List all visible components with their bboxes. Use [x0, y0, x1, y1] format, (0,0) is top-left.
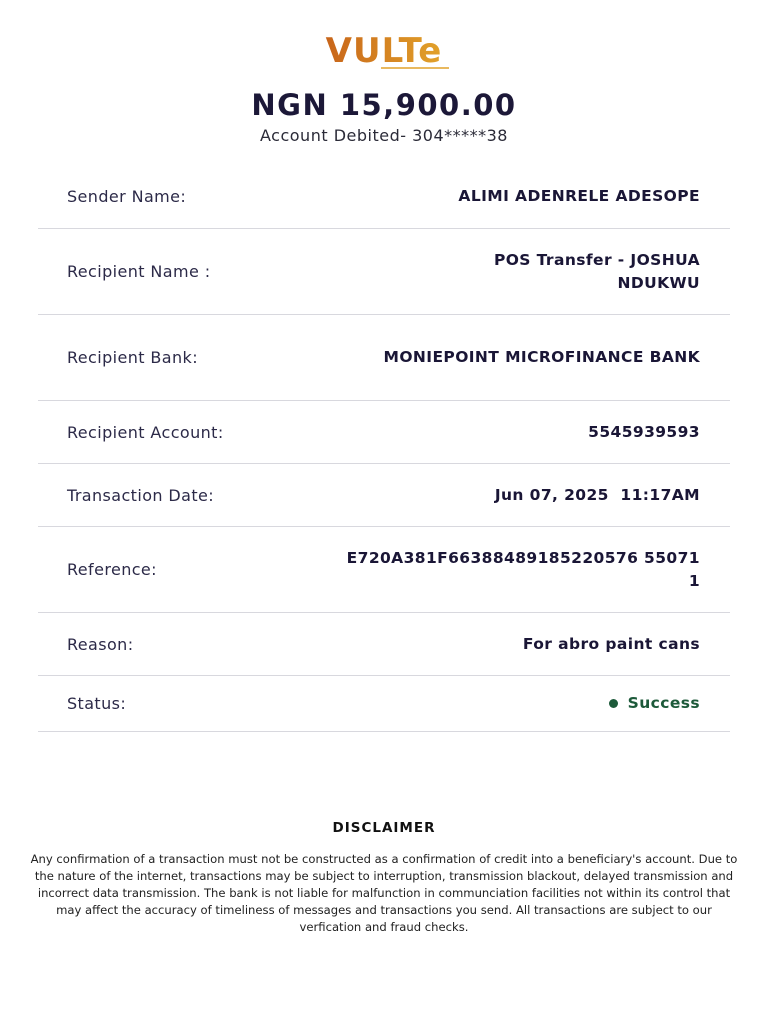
vulte-logo-mark: [289, 30, 479, 74]
detail-value: MONIEPOINT MICROFINANCE BANK: [383, 348, 700, 366]
transaction-details: [38, 164, 730, 732]
detail-row-reason: [38, 613, 730, 676]
logo-text: VULTe: [325, 31, 443, 71]
account-debited: Account Debited- 304*****38: [260, 126, 508, 145]
detail-label: Reason:: [67, 634, 134, 654]
detail-row-transaction-date: [38, 464, 730, 527]
detail-label: Recipient Account:: [67, 422, 224, 442]
detail-value: POS Transfer - JOSHUA NDUKWU: [493, 250, 700, 292]
detail-row-reference: [38, 527, 730, 613]
disclaimer-text: Any confirmation of a transaction must not be constructed as a confirmation of credit into a beneficiary's account. Due to the nature of the internet, transactions may be subject to interruption, transmission blackout, delayed transmission and incorrect data transmission. The bank is not liable for malfunction in communciation facilities not within its control that may affect the accuracy of timeliness of messages and transactions you send. All transactions are subject to our verfication and fraud checks.: [30, 852, 738, 934]
detail-value: E720A381F66388489185220576 550711: [346, 548, 700, 590]
detail-label: Status:: [67, 694, 127, 713]
detail-value: 5545939593: [588, 422, 700, 441]
detail-label: Transaction Date:: [67, 485, 215, 505]
detail-row-recipient-name: [38, 229, 730, 315]
status-badge: [609, 692, 700, 715]
detail-row-recipient-account: [38, 401, 730, 464]
detail-value: ALIMI ADENRELE ADESOPE: [458, 186, 700, 205]
detail-label: Recipient Bank:: [67, 348, 199, 367]
disclaimer-title: DISCLAIMER: [332, 820, 436, 836]
detail-label: Sender Name:: [67, 186, 187, 206]
detail-row-status: [38, 676, 730, 732]
detail-label: Recipient Name :: [67, 262, 211, 281]
status-dot-icon: [609, 699, 618, 708]
detail-row-sender-name: [38, 164, 730, 229]
detail-row-recipient-bank: [38, 315, 730, 401]
vulte-logo: [0, 30, 768, 78]
detail-label: Reference:: [67, 560, 157, 579]
status-text: Success: [627, 694, 700, 712]
detail-value: For abro paint cans: [522, 634, 700, 653]
transaction-amount: NGN 15,900.00: [251, 88, 517, 122]
detail-value: Jun 07, 2025 11:17AM: [494, 485, 700, 504]
